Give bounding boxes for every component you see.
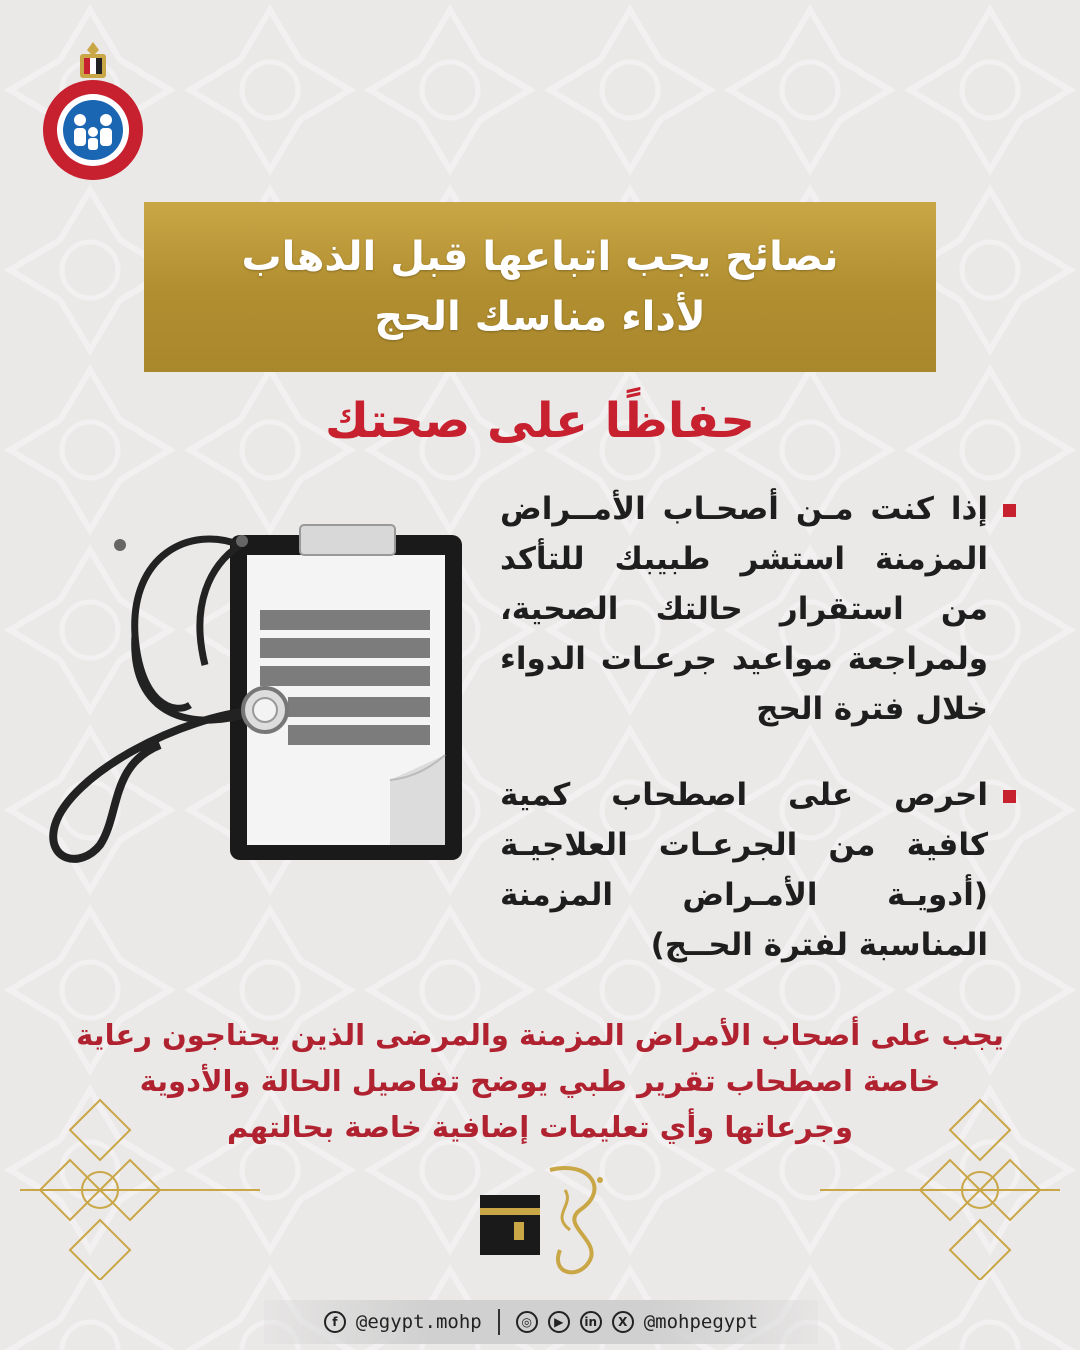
tip-item (500, 484, 1020, 734)
islamic-ornament-left (20, 1090, 260, 1280)
social-handle[interactable]: @mohpegypt (643, 1311, 759, 1333)
youtube-icon[interactable]: ▶ (548, 1311, 570, 1333)
bullet-square-icon (1003, 504, 1016, 517)
ministry-logo (28, 42, 158, 182)
facebook-icon[interactable]: f (324, 1311, 346, 1333)
kaaba-calligraphy-logo (470, 1150, 620, 1290)
clipboard-stethoscope-illustration (40, 515, 480, 875)
tip-item (500, 770, 1020, 970)
facebook-handle[interactable]: @egypt.mohp (355, 1311, 482, 1333)
subtitle: حفاظًا على صحتك (324, 393, 756, 449)
title-line-2: لأداء مناسك الحج (374, 294, 706, 340)
tip-text: احرص على اصطحاب كمية كافية من الجرعـات العلاجيـة (أدويـة الأمـراض المزمنة المناسبة لفترة الحــج) (500, 777, 988, 963)
title-banner (144, 202, 936, 372)
social-footer (264, 1300, 818, 1344)
note-line-1: يجب على أصحاب الأمراض المزمنة والمرضى الذين يحتاجون رعاية (76, 1018, 1004, 1052)
note-line-3: وجرعاتها وأي تعليمات إضافية خاصة بحالتهم (227, 1110, 853, 1144)
x-icon[interactable]: X (612, 1311, 634, 1333)
footer-divider (498, 1309, 500, 1335)
bullet-square-icon (1003, 790, 1016, 803)
tips-list (500, 484, 1020, 1006)
title-line-1: نصائح يجب اتباعها قبل الذهاب (241, 234, 839, 280)
tip-text: إذا كنت مـن أصحـاب الأمــراض المزمنة استشر طبيبك للتأكد من استقرار حالتك الصحية، ولمراجعة مواعيد جرعـات الدواء خلال فترة الحج (500, 491, 988, 727)
linkedin-icon[interactable]: in (580, 1311, 602, 1333)
note-line-2: خاصة اصطحاب تقرير طبي يوضح تفاصيل الحالة والأدوية (139, 1064, 941, 1098)
islamic-ornament-right (820, 1090, 1060, 1280)
instagram-icon[interactable]: ◎ (516, 1311, 538, 1333)
